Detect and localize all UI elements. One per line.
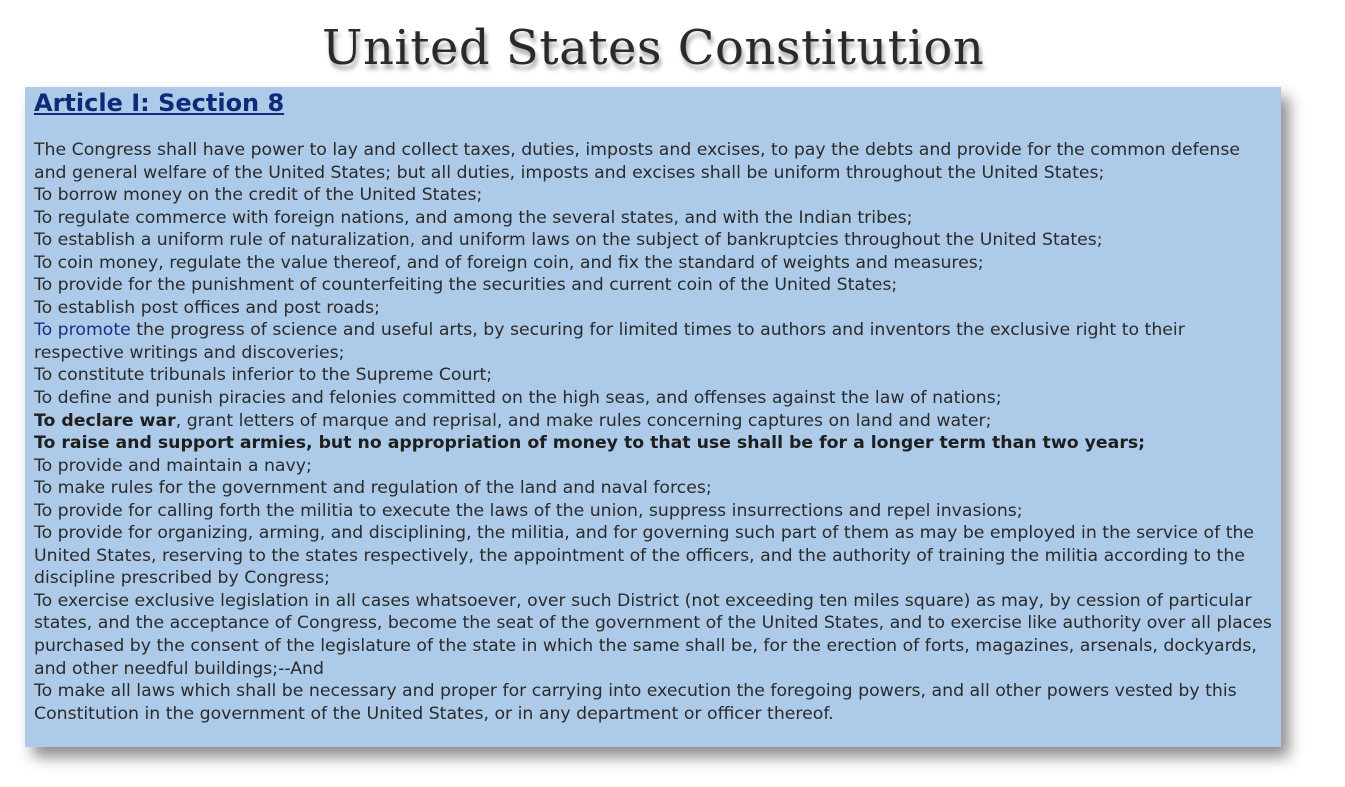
clause-text: the progress of science and useful arts, by securing for limited times to authors and inventors the exclusive right to their respective writings and discoveries; — [34, 320, 1185, 363]
clause-text: To constitute tribunals inferior to the Supreme Court; — [34, 365, 493, 386]
clause-text: To provide for the punishment of counterfeiting the securities and current coin of the United States; — [34, 275, 898, 296]
clause-regulate-commerce — [34, 207, 1273, 230]
to-promote-link[interactable]: To promote — [34, 320, 131, 341]
declare-war-emphasis: To declare war — [34, 410, 176, 431]
page-title: United States Constitution — [322, 20, 985, 76]
clause-text: To establish post offices and post roads; — [34, 297, 380, 318]
clause-organizing-militia — [34, 522, 1273, 590]
clause-raise-armies — [34, 432, 1273, 455]
clause-text: To make rules for the government and regulation of the land and naval forces; — [34, 478, 712, 499]
clause-promote-progress — [34, 319, 1273, 364]
clause-text: To borrow money on the credit of the United States; — [34, 185, 483, 206]
clause-text: To raise and support armies, but no appropriation of money to that use shall be for a longer term than two years; — [34, 433, 1146, 454]
clause-land-naval-forces — [34, 477, 1273, 500]
clause-text: To define and punish piracies and felonies committed on the high seas, and offenses against the law of nations; — [34, 388, 1002, 409]
clause-taxing-power — [34, 139, 1273, 184]
clause-text: To make all laws which shall be necessary and proper for carrying into execution the foregoing powers, and all other powers vested by this Constitution in the government of the United States, or in any department or officer thereof. — [34, 681, 1237, 724]
clause-tribunals — [34, 364, 1273, 387]
clause-exclusive-legislation — [34, 590, 1273, 680]
clause-post-offices — [34, 297, 1273, 320]
clause-text: To provide for calling forth the militia to execute the laws of the union, suppress insurrections and repel invasions; — [34, 500, 1023, 521]
clause-piracies — [34, 387, 1273, 410]
clause-text: The Congress shall have power to lay and collect taxes, duties, imposts and excises, to pay the debts and provide for the common defense and general welfare of the United States; but all duties, imposts and excises shall be uniform throughout the United States; — [34, 140, 1240, 183]
clause-text: To establish a uniform rule of naturalization, and uniform laws on the subject of bankruptcies throughout the United States; — [34, 230, 1103, 251]
clause-text: To provide for organizing, arming, and disciplining, the militia, and for governing such part of them as may be employed in the service of the United States, reserving to the states respectively, the appointment of the officers, and the authority of training the militia according to the discipline prescribed by Congress; — [34, 523, 1255, 589]
clause-text: To coin money, regulate the value thereof, and of foreign coin, and fix the standard of weights and measures; — [34, 252, 984, 273]
clause-naturalization — [34, 229, 1273, 252]
clause-coin-money — [34, 252, 1273, 275]
clause-declare-war — [34, 410, 1273, 433]
clause-calling-militia — [34, 500, 1273, 523]
clause-text: To exercise exclusive legislation in all cases whatsoever, over such District (not exceeding ten miles square) as may, by cession of particular states, and the acceptance of Congress, become the seat of the government of the United States, and to exercise like authority over all places purchased by the consent of the legislature of the state in which the same shall be, for the erection of forts, magazines, arsenals, dockyards, and other needful buildings;--And — [34, 590, 1272, 679]
clause-borrow-money — [34, 184, 1273, 207]
clause-list — [34, 139, 1273, 725]
clause-necessary-and-proper — [34, 680, 1273, 725]
clause-text: To provide and maintain a navy; — [34, 455, 312, 476]
clause-text: , grant letters of marque and reprisal, and make rules concerning captures on land and water; — [175, 410, 992, 431]
article-heading-link[interactable]: Article I: Section 8 — [34, 89, 285, 117]
clause-navy — [34, 455, 1273, 478]
clause-text: To regulate commerce with foreign nations, and among the several states, and with the Indian tribes; — [34, 207, 913, 228]
article-panel — [25, 87, 1281, 747]
clause-counterfeiting — [34, 274, 1273, 297]
